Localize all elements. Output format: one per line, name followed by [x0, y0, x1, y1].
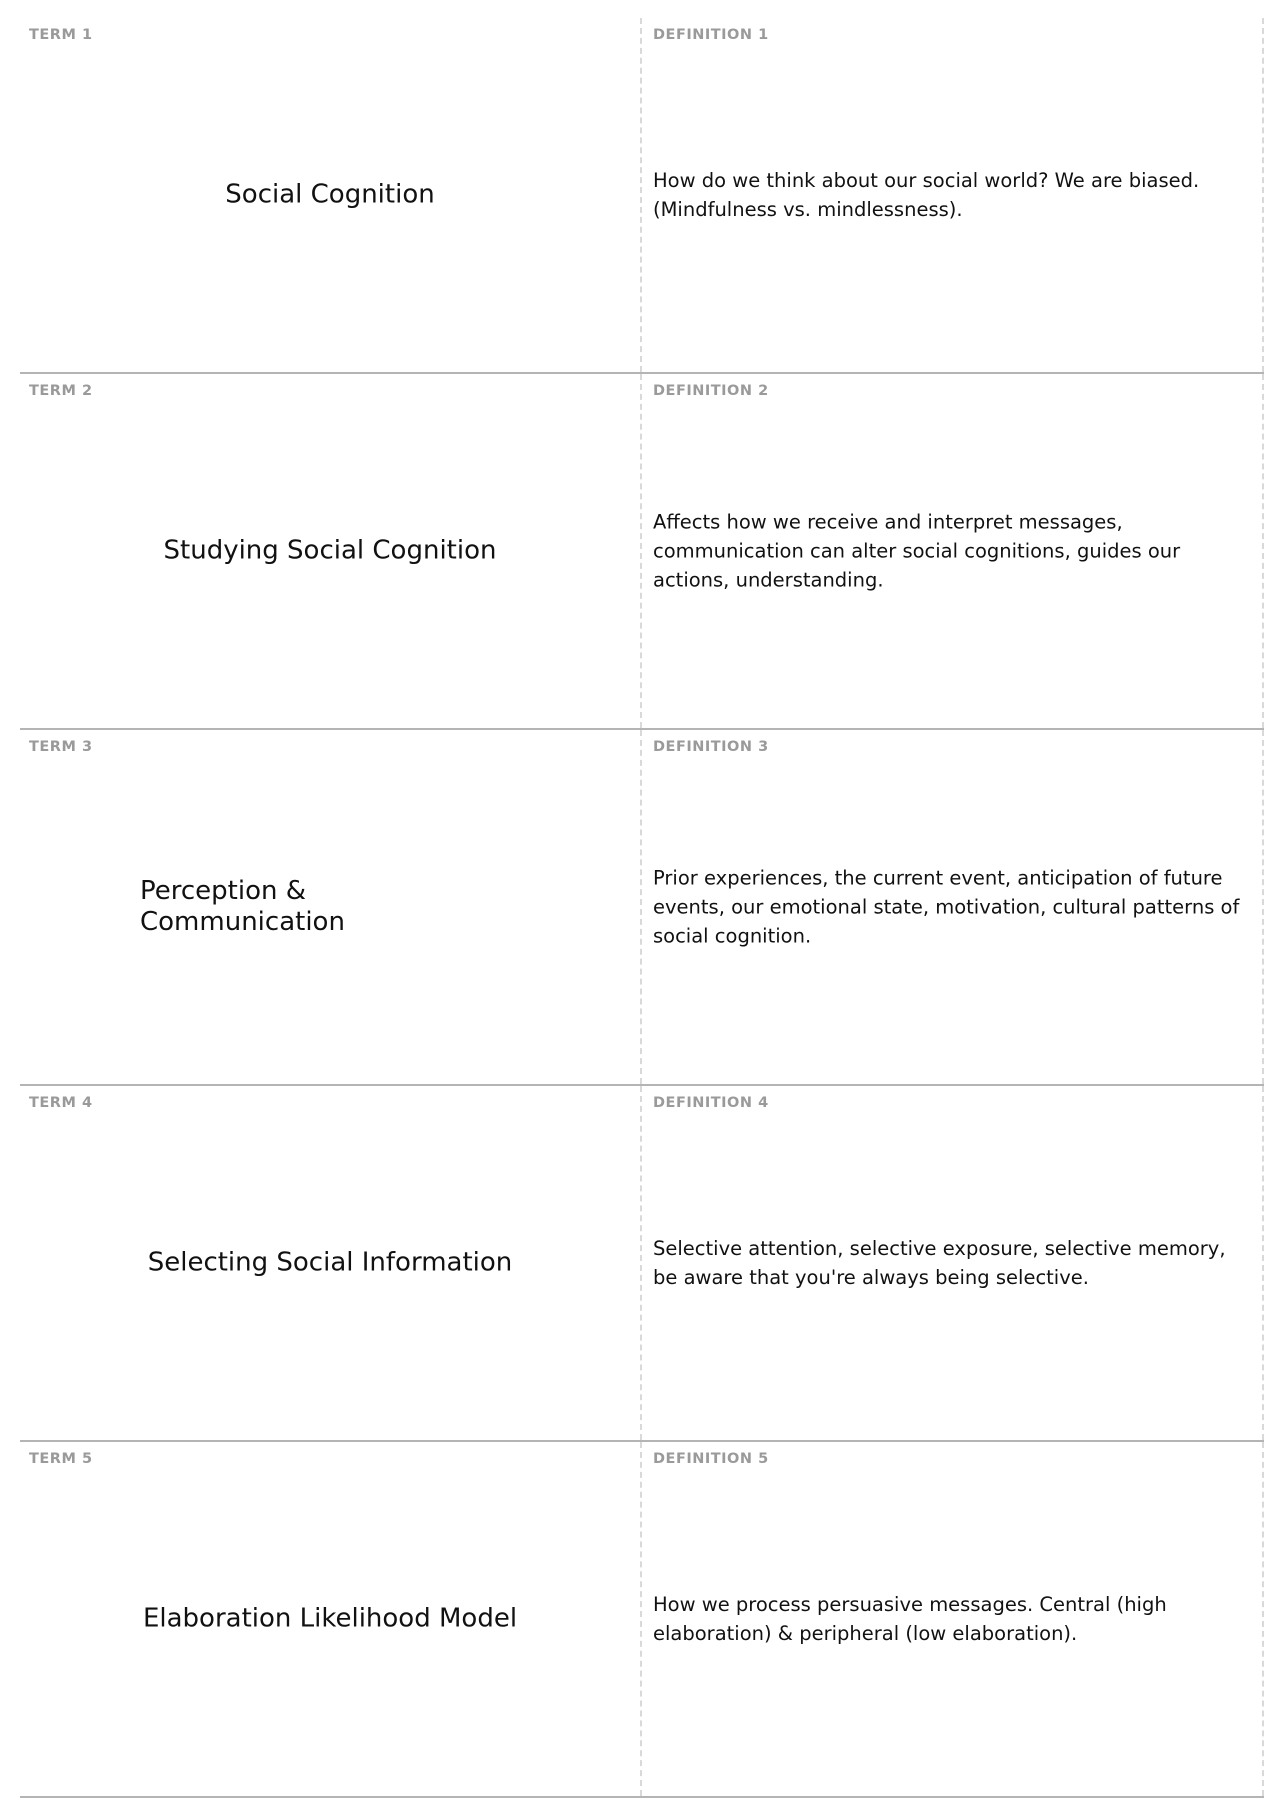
term-cell: [20, 1442, 642, 1796]
term-text: Perception & Communication: [140, 876, 345, 937]
term-label: TERM 1: [29, 27, 93, 43]
term-text: Studying Social Cognition: [163, 535, 497, 566]
definition-text: How do we think about our social world? We are biased. (Mindfulness vs. mindlessness).: [653, 169, 1200, 221]
term-cell: [20, 1086, 642, 1440]
flashcard-row: [20, 730, 1264, 1086]
term-cell: [20, 374, 642, 728]
definition-cell: [642, 374, 1264, 728]
definition-label: DEFINITION 4: [653, 1095, 769, 1111]
definition-cell: [642, 18, 1264, 372]
definition-text: Prior experiences, the current event, anticipation of future events, our emotional state, motivation, cultural patterns of social cognition.: [653, 866, 1240, 948]
definition-cell: [642, 1086, 1264, 1440]
flashcard-sheet: [20, 18, 1264, 1798]
term-text: Elaboration Likelihood Model: [142, 1603, 518, 1634]
term-label: TERM 3: [29, 739, 93, 755]
term-cell: [20, 730, 642, 1084]
definition-text: Affects how we receive and interpret messages, communication can alter social cognitions, guides our actions, understanding.: [653, 510, 1181, 592]
definition-text: How we process persuasive messages. Central (high elaboration) & peripheral (low elaboration).: [653, 1593, 1167, 1645]
term-cell: [20, 18, 642, 372]
term-text: Selecting Social Information: [147, 1247, 513, 1278]
term-label: TERM 2: [29, 383, 93, 399]
definition-cell: [642, 1442, 1264, 1796]
definition-text: Selective attention, selective exposure, selective memory, be aware that you're always being selective.: [653, 1237, 1226, 1289]
definition-cell: [642, 730, 1264, 1084]
definition-label: DEFINITION 5: [653, 1451, 769, 1467]
term-text: Social Cognition: [225, 179, 435, 210]
definition-label: DEFINITION 1: [653, 27, 769, 43]
definition-label: DEFINITION 2: [653, 383, 769, 399]
flashcard-row: [20, 374, 1264, 730]
flashcard-row: [20, 1442, 1264, 1798]
flashcard-row: [20, 18, 1264, 374]
term-label: TERM 5: [29, 1451, 93, 1467]
term-label: TERM 4: [29, 1095, 93, 1111]
definition-label: DEFINITION 3: [653, 739, 769, 755]
flashcard-row: [20, 1086, 1264, 1442]
